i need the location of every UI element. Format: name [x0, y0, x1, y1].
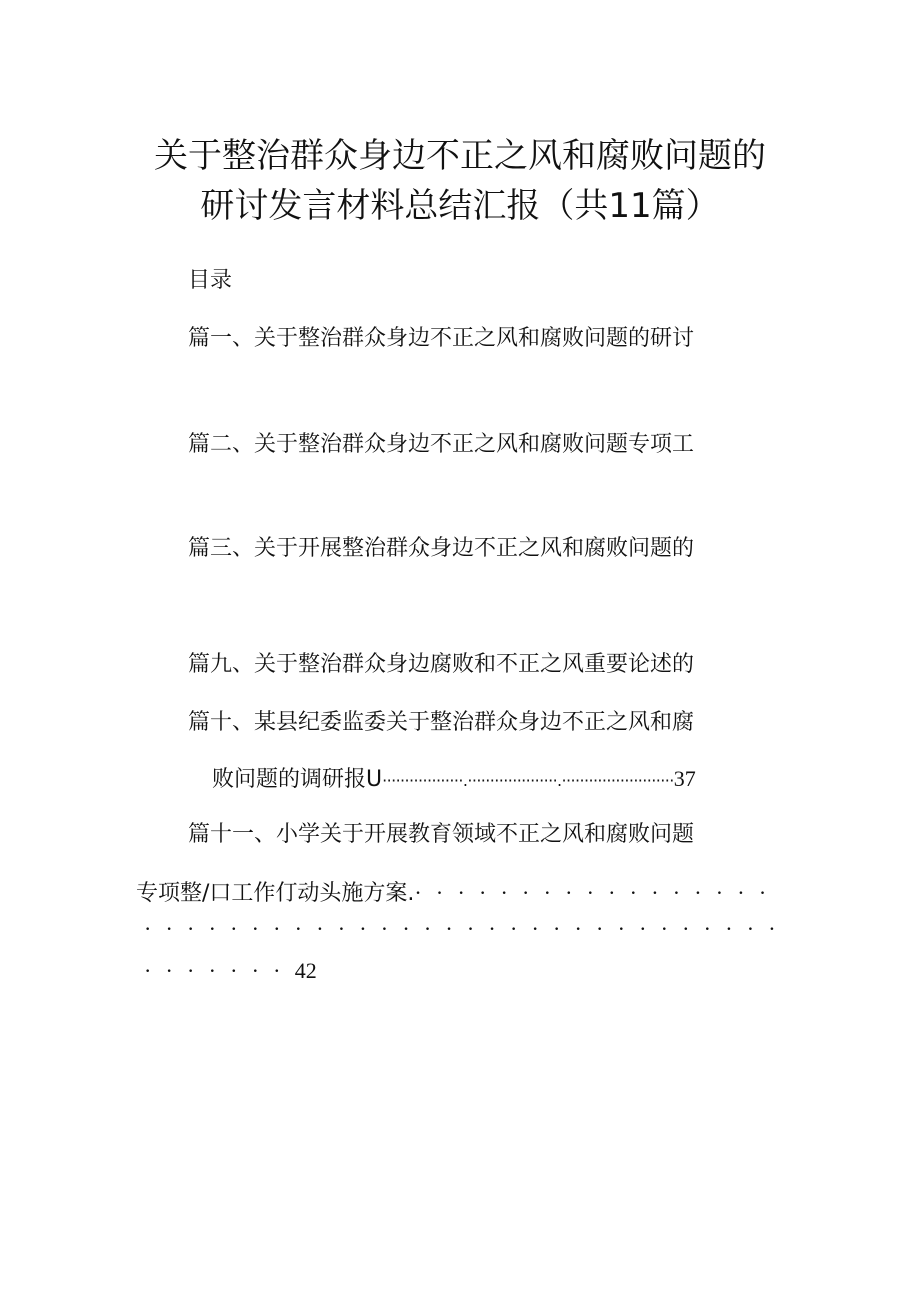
toc-entry-11-text: 专项整/口工作仃动头施方案.: [136, 881, 415, 906]
document-title-line-1: 关于整治群众身边不正之风和腐败问题的: [154, 136, 766, 176]
toc-entry-10-line-2: [212, 764, 696, 796]
toc-entry-11-leader-c: ·······: [144, 958, 295, 983]
toc-entry-11-line-2: [136, 878, 780, 909]
toc-entry-11-line-1: 篇十一、小学关于开展教育领域不正之风和腐败问题: [188, 822, 695, 847]
toc-entry-11-leader-b: ······························: [144, 916, 790, 941]
toc-entry-10-line-1: 篇十、某县纪委监委关于整治群众身边不正之风和腐: [188, 710, 695, 735]
toc-entry-11-line-4: [144, 956, 317, 987]
toc-entry-11-page: 42: [294, 958, 317, 983]
toc-entry-10-page: 37: [673, 766, 696, 791]
toc-heading: 目录: [188, 268, 233, 293]
toc-entry-1: 篇一、关于整治群众身边不正之风和腐败问题的研讨: [188, 326, 695, 351]
toc-entry-10-text: 败问题的调研报U: [212, 767, 383, 792]
toc-entry-9: 篇九、关于整治群众身边腐败和不正之风重要论述的: [188, 652, 695, 677]
toc-entry-10-leader: ··················.····················.·························: [382, 771, 674, 790]
toc-entry-11-line-3: [144, 914, 790, 945]
toc-entry-3: 篇三、关于开展整治群众身边不正之风和腐败问题的: [188, 536, 695, 561]
toc-entry-2: 篇二、关于整治群众身边不正之风和腐败问题专项工: [188, 432, 695, 457]
document-title-line-2: 研讨发言材料总结汇报（共11篇）: [200, 186, 720, 226]
toc-entry-11-leader-a: ·················: [414, 880, 781, 905]
